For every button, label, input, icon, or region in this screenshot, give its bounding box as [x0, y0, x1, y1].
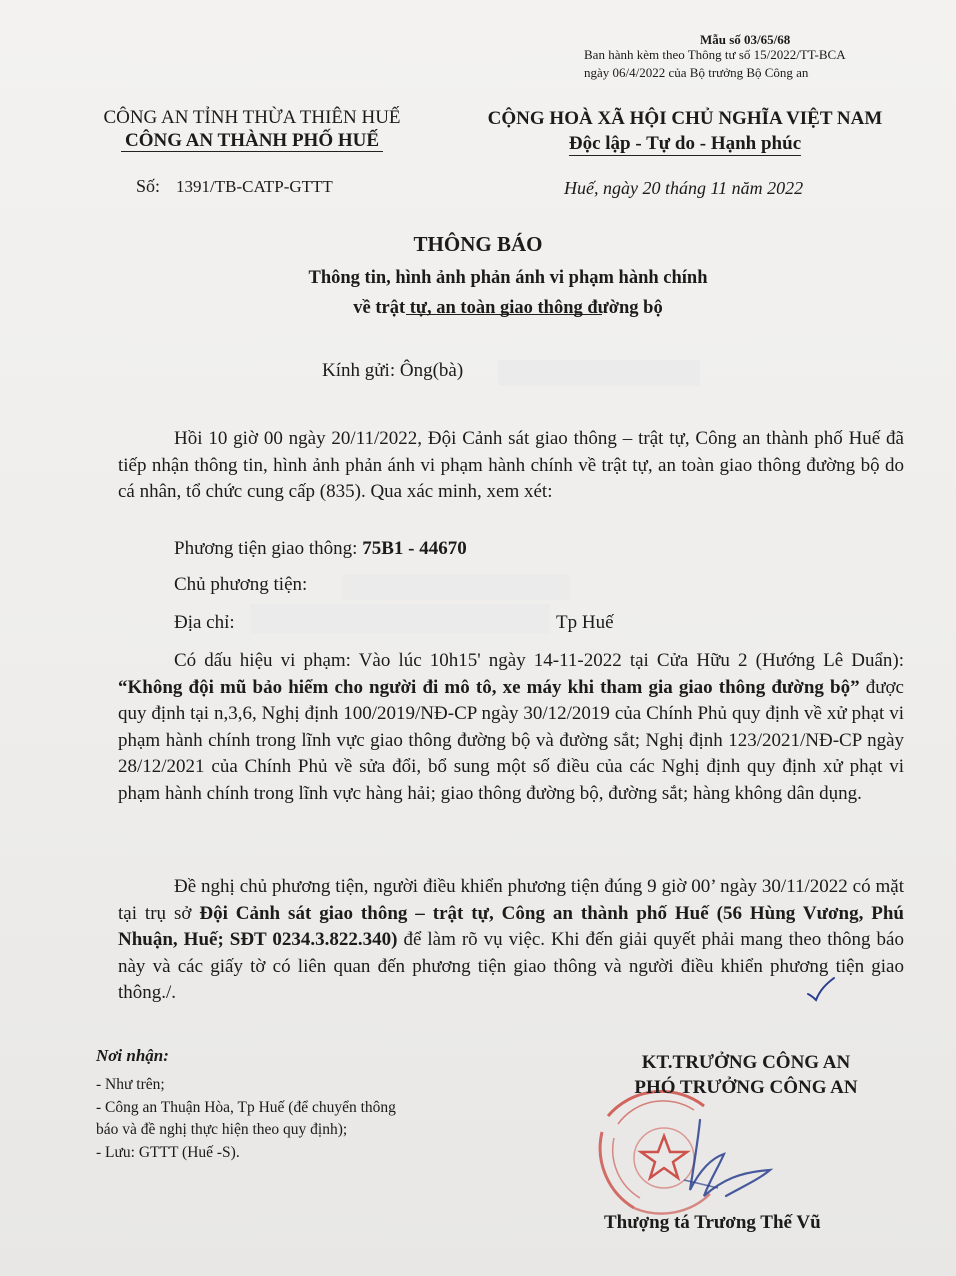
- national-header: [446, 106, 924, 156]
- redacted-address: [250, 604, 550, 634]
- subtitle-underline: [406, 314, 602, 315]
- recipients-list: [96, 1074, 396, 1164]
- document-number: [136, 176, 333, 197]
- vehicle-field: [174, 538, 467, 560]
- form-note-line-2: ngày 06/4/2022 của Bộ trưởng Bộ Công an: [584, 65, 809, 80]
- document-title: THÔNG BÁO: [413, 232, 543, 256]
- owner-field: [174, 574, 307, 596]
- vehicle-label: Phương tiện giao thông:: [174, 538, 358, 559]
- form-code: Mẫu số 03/65/68: [700, 32, 791, 47]
- form-note: [584, 46, 846, 82]
- greeting: Kính gửi: Ông(bà): [322, 360, 464, 381]
- signature-subtitle: PHÓ TRƯỞNG CÔNG AN: [634, 1077, 858, 1098]
- recipient-item: - Công an Thuận Hòa, Tp Huế (để chuyển thông: [96, 1098, 396, 1116]
- signature-block: [586, 1050, 906, 1100]
- place-date: Huế, ngày 20 tháng 11 năm 2022: [564, 178, 804, 198]
- org-name-text: CÔNG AN THÀNH PHỐ HUẾ: [121, 131, 383, 152]
- redacted-recipient-name: [498, 360, 700, 386]
- org-name: [56, 129, 448, 152]
- address-field: [174, 612, 235, 634]
- signature-title: KT.TRƯỞNG CÔNG AN: [641, 1052, 851, 1073]
- request-paragraph: [118, 874, 904, 1007]
- request-intro: Đề nghị chủ phương tiện, người điều khiển phương tiện đúng 9 giờ 00’ ngày 30/11/2022 có mặt tại trụ sở: [118, 876, 904, 924]
- recipient-item: - Lưu: GTTT (Huế -S).: [96, 1143, 240, 1161]
- address-city: Tp Huế: [556, 612, 614, 633]
- document-number-label: Số:: [136, 176, 161, 196]
- checkmark-icon: [806, 976, 836, 1002]
- subtitle-line-1: Thông tin, hình ảnh phản ánh vi phạm hành chính: [308, 268, 708, 288]
- form-note-line-1: Ban hành kèm theo Thông tư số 15/2022/TT-BCA: [584, 47, 846, 62]
- motto-text: Độc lập - Tự do - Hạnh phúc: [568, 133, 802, 154]
- recipient-item: - Như trên;: [96, 1076, 165, 1093]
- nation-name: CỘNG HOÀ XÃ HỘI CHỦ NGHĨA VIỆT NAM: [487, 108, 883, 129]
- redacted-owner-name: [342, 574, 570, 600]
- owner-label: Chủ phương tiện:: [174, 574, 308, 595]
- violation-description: “Không đội mũ bảo hiểm cho người đi mô tô, xe máy khi tham gia giao thông đường bộ”: [118, 676, 860, 698]
- address-label: Địa chỉ:: [174, 612, 235, 633]
- vehicle-plate: 75B1 - 44670: [362, 538, 467, 559]
- issuing-organization: [56, 106, 448, 152]
- document-number-value: 1391/TB-CATP-GTTT: [176, 177, 333, 196]
- recipients-title: Nơi nhận:: [96, 1046, 169, 1065]
- intro-paragraph: Hồi 10 giờ 00 ngày 20/11/2022, Đội Cảnh sát giao thông – trật tự, Công an thành phố Huế đã tiếp nhận thông tin, hình ảnh phản ánh vi phạm hành chính về trật tự, an toàn giao thông đường bộ do cá nhân, tổ chức cung cấp (835). Qua xác minh, xem xét:: [118, 428, 904, 502]
- violation-intro: Có dấu hiệu vi phạm: Vào lúc 10h15' ngày 14-11-2022 tại Cửa Hữu 2 (Hướng Lê Duẩn):: [174, 650, 904, 671]
- org-parent: CÔNG AN TỈNH THỪA THIÊN HUẾ: [103, 107, 401, 128]
- violation-paragraph: [118, 648, 904, 807]
- signer-name: Thượng tá Trương Thế Vũ: [604, 1212, 821, 1233]
- subtitle-line-2: về trật tự, an toàn giao thông đường bộ: [353, 298, 663, 318]
- request-office: Đội Cảnh sát giao thông – trật tự, Công an thành phố Huế (56 Hùng Vương, Phú Nhuận, Huế; SĐT 0234.3.822.340): [118, 902, 904, 950]
- national-motto: [446, 131, 924, 156]
- handwritten-signature-icon: [640, 1110, 860, 1210]
- request-details: để làm rõ vụ việc. Khi đến giải quyết phải mang theo thông báo này và các giấy tờ có liên quan đến phương tiện giao thông và người điều khiển phương tiện giao thông./.: [118, 929, 904, 1003]
- recipient-item: báo và đề nghị thực hiện theo quy định);: [96, 1121, 348, 1138]
- violation-legal-basis: được quy định tại n,3,6, Nghị định 100/2019/NĐ-CP ngày 30/12/2019 của Chính Phủ quy định về xử phạt vi phạm hành chính trong lĩnh vực giao thông đường bộ và đường sắt; Nghị định 123/2021/NĐ-CP ngày 28/12/2021 của Chính Phủ về sửa đổi, bổ sung một số điều của các Nghị định quy định xử phạt vi phạm hành chính trong lĩnh vực hàng hải; giao thông đường bộ, đường sắt; hàng không dân dụng.: [118, 676, 904, 804]
